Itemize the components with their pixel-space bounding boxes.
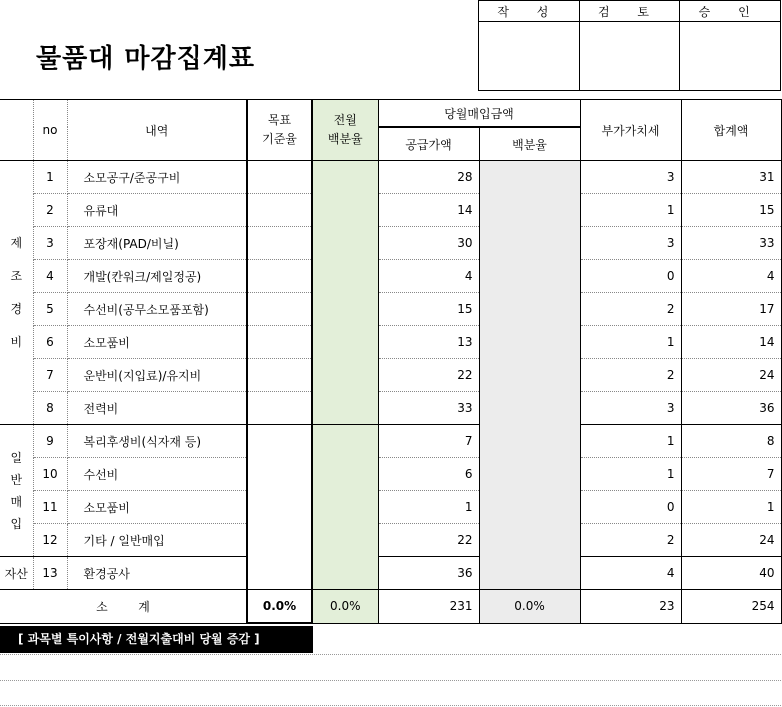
row-item: 전력비 xyxy=(67,392,247,425)
row-no: 6 xyxy=(33,326,67,359)
row-prev-cell[interactable] xyxy=(312,524,378,557)
row-item: 유류대 xyxy=(67,194,247,227)
row-vat: 1 xyxy=(580,425,681,458)
row-vat: 1 xyxy=(580,458,681,491)
row-item: 환경공사 xyxy=(67,557,247,590)
row-vat: 0 xyxy=(580,491,681,524)
col-no-header: no xyxy=(33,100,67,161)
row-target-cell[interactable] xyxy=(247,227,312,260)
row-supply: 6 xyxy=(378,458,479,491)
row-pct-cell[interactable] xyxy=(479,161,580,194)
row-item: 수선비 xyxy=(67,458,247,491)
table-row xyxy=(0,425,781,458)
row-no: 11 xyxy=(33,491,67,524)
row-total: 15 xyxy=(681,194,781,227)
notes-line[interactable] xyxy=(0,705,781,706)
row-target-cell[interactable] xyxy=(247,161,312,194)
row-supply: 22 xyxy=(378,359,479,392)
row-supply: 22 xyxy=(378,524,479,557)
row-prev-cell[interactable] xyxy=(312,491,378,524)
row-prev-cell[interactable] xyxy=(312,260,378,293)
row-vat: 3 xyxy=(580,161,681,194)
row-pct-cell[interactable] xyxy=(479,557,580,590)
col-pct-header: 백분율 xyxy=(479,127,580,161)
approval-approve-cell[interactable] xyxy=(680,22,781,91)
subtotal-total: 254 xyxy=(681,590,781,624)
row-prev-cell[interactable] xyxy=(312,425,378,458)
row-vat: 2 xyxy=(580,524,681,557)
row-target-cell[interactable] xyxy=(247,359,312,392)
approval-review-cell[interactable] xyxy=(579,22,680,91)
row-target-cell[interactable] xyxy=(247,194,312,227)
row-target-cell[interactable] xyxy=(247,260,312,293)
row-total: 24 xyxy=(681,524,781,557)
row-supply: 7 xyxy=(378,425,479,458)
table-row xyxy=(0,227,781,260)
subtotal-target: 0.0% xyxy=(247,590,312,624)
table-row xyxy=(0,326,781,359)
col-prev-header: 전월 백분율 xyxy=(312,100,378,161)
row-total: 4 xyxy=(681,260,781,293)
row-total: 17 xyxy=(681,293,781,326)
group-manufacturing-label: 제 조 경 비 xyxy=(0,161,33,425)
col-supply-header: 공급가액 xyxy=(378,127,479,161)
col-target-header: 목표 기준율 xyxy=(247,100,312,161)
row-pct-cell[interactable] xyxy=(479,293,580,326)
row-target-cell[interactable] xyxy=(247,425,312,590)
row-total: 1 xyxy=(681,491,781,524)
approval-review-label: 검 토 xyxy=(579,1,680,22)
table-row xyxy=(0,260,781,293)
row-pct-cell[interactable] xyxy=(479,491,580,524)
notes-line[interactable] xyxy=(0,680,781,681)
row-no: 1 xyxy=(33,161,67,194)
row-pct-cell[interactable] xyxy=(479,227,580,260)
row-prev-cell[interactable] xyxy=(312,326,378,359)
row-pct-cell[interactable] xyxy=(479,194,580,227)
row-no: 9 xyxy=(33,425,67,458)
row-supply: 30 xyxy=(378,227,479,260)
row-pct-cell[interactable] xyxy=(479,458,580,491)
row-supply: 13 xyxy=(378,326,479,359)
table-row xyxy=(0,491,781,524)
row-item: 개발(칸워크/제일정공) xyxy=(67,260,247,293)
row-vat: 1 xyxy=(580,326,681,359)
row-vat: 3 xyxy=(580,392,681,425)
row-item: 소모품비 xyxy=(67,326,247,359)
row-pct-cell[interactable] xyxy=(479,359,580,392)
group-asset-label: 자산 xyxy=(0,557,33,590)
row-no: 2 xyxy=(33,194,67,227)
subtotal-prev: 0.0% xyxy=(312,590,378,624)
row-item: 수선비(공무소모품포함) xyxy=(67,293,247,326)
approval-approve-label: 승 인 xyxy=(680,1,781,22)
approval-box xyxy=(478,0,781,91)
row-total: 7 xyxy=(681,458,781,491)
row-prev-cell[interactable] xyxy=(312,557,378,590)
page-title: 물품대 마감집계표 xyxy=(36,44,255,74)
row-vat: 4 xyxy=(580,557,681,590)
approval-writer-cell[interactable] xyxy=(479,22,580,91)
row-item: 소모공구/준공구비 xyxy=(67,161,247,194)
row-prev-cell[interactable] xyxy=(312,227,378,260)
row-supply: 36 xyxy=(378,557,479,590)
row-no: 13 xyxy=(33,557,67,590)
row-pct-cell[interactable] xyxy=(479,260,580,293)
row-total: 40 xyxy=(681,557,781,590)
row-total: 31 xyxy=(681,161,781,194)
row-supply: 28 xyxy=(378,161,479,194)
row-prev-cell[interactable] xyxy=(312,458,378,491)
col-total-header: 합계액 xyxy=(681,100,781,161)
table-row xyxy=(0,524,781,557)
row-prev-cell[interactable] xyxy=(312,359,378,392)
row-vat: 1 xyxy=(580,194,681,227)
row-total: 33 xyxy=(681,227,781,260)
row-vat: 3 xyxy=(580,227,681,260)
row-supply: 33 xyxy=(378,392,479,425)
row-total: 8 xyxy=(681,425,781,458)
row-supply: 4 xyxy=(378,260,479,293)
group-header xyxy=(0,100,33,161)
row-item: 기타 / 일반매입 xyxy=(67,524,247,557)
row-no: 3 xyxy=(33,227,67,260)
row-prev-cell[interactable] xyxy=(312,161,378,194)
row-target-cell[interactable] xyxy=(247,392,312,425)
subtotal-pct: 0.0% xyxy=(479,590,580,624)
row-prev-cell[interactable] xyxy=(312,392,378,425)
table-row xyxy=(0,458,781,491)
table-row xyxy=(0,392,781,425)
subtotal-supply: 231 xyxy=(378,590,479,624)
row-target-cell[interactable] xyxy=(247,293,312,326)
subtotal-vat: 23 xyxy=(580,590,681,624)
notes-line[interactable] xyxy=(0,654,781,655)
notes-label: [ 과목별 특이사항 / 전월지출대비 당월 증감 ] xyxy=(0,626,313,653)
approval-writer-label: 작 성 xyxy=(479,1,580,22)
row-prev-cell[interactable] xyxy=(312,293,378,326)
group-general-label: 일 반 매 입 xyxy=(0,425,33,557)
col-vat-header: 부가가치세 xyxy=(580,100,681,161)
table-row xyxy=(0,359,781,392)
subtotal-label: 소 계 xyxy=(0,590,247,624)
row-item: 포장재(PAD/비닐) xyxy=(67,227,247,260)
row-pct-cell[interactable] xyxy=(479,392,580,425)
row-supply: 14 xyxy=(378,194,479,227)
row-pct-cell[interactable] xyxy=(479,524,580,557)
row-no: 8 xyxy=(33,392,67,425)
row-prev-cell[interactable] xyxy=(312,194,378,227)
row-total: 24 xyxy=(681,359,781,392)
row-pct-cell[interactable] xyxy=(479,425,580,458)
row-no: 7 xyxy=(33,359,67,392)
row-item: 운반비(지입료)/유지비 xyxy=(67,359,247,392)
table-row xyxy=(0,161,781,194)
row-no: 12 xyxy=(33,524,67,557)
row-target-cell[interactable] xyxy=(247,326,312,359)
row-supply: 1 xyxy=(378,491,479,524)
row-item: 복리후생비(식자재 등) xyxy=(67,425,247,458)
row-no: 4 xyxy=(33,260,67,293)
row-supply: 15 xyxy=(378,293,479,326)
col-item-header: 내역 xyxy=(67,100,247,161)
table-row xyxy=(0,557,781,590)
table-row xyxy=(0,293,781,326)
row-vat: 2 xyxy=(580,359,681,392)
row-vat: 0 xyxy=(580,260,681,293)
row-vat: 2 xyxy=(580,293,681,326)
summary-table xyxy=(0,99,782,624)
row-no: 10 xyxy=(33,458,67,491)
subtotal-row xyxy=(0,590,781,624)
row-item: 소모품비 xyxy=(67,491,247,524)
col-purchase-header: 당월매입금액 xyxy=(378,100,580,128)
row-pct-cell[interactable] xyxy=(479,326,580,359)
row-total: 14 xyxy=(681,326,781,359)
table-row xyxy=(0,194,781,227)
row-total: 36 xyxy=(681,392,781,425)
row-no: 5 xyxy=(33,293,67,326)
